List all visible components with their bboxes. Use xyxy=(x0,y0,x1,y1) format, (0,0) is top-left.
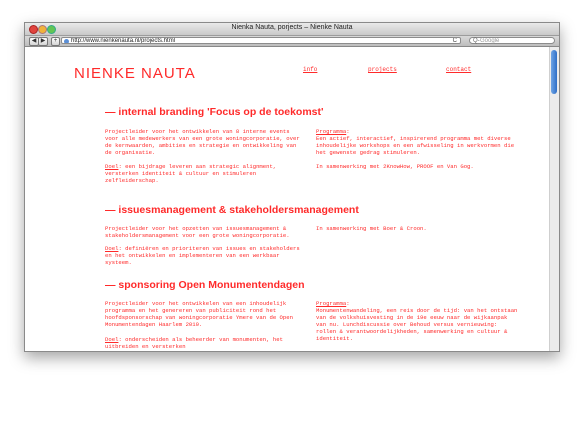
project-description: Projectleider voor het ontwikkelen van 8 interne events voor alle medewerkers van een grote woningcorporatie, over de kernwaarden, ambities en strategie en ontwikkeling van de organisatie. xyxy=(105,128,300,156)
program-colon: : xyxy=(346,128,350,135)
back-button[interactable]: ◀ xyxy=(29,37,39,46)
project-heading: — internal branding 'Focus op de toekomst' xyxy=(105,106,324,118)
page-content xyxy=(25,47,549,351)
program-label: Programma xyxy=(316,300,347,307)
goal-text: : een bijdrage leveren aan strategic alignment, versterken identiteit & cultuur en stimuleren zelfleiderschap. xyxy=(105,163,277,184)
forward-button[interactable]: ▶ xyxy=(38,37,48,46)
project-description: Projectleider voor het ontwikkelen van een inhoudelijk programma en het genereren van publiciteit rond het hoofdsponsorschap van woningcorporatie Ymere van de Open Monumentendagen Haarlem 2010. xyxy=(105,300,293,328)
nav-link-projects[interactable]: projects xyxy=(368,66,397,73)
project-collaboration: In samenwerking met Boer & Croon. xyxy=(316,225,427,232)
globe-icon xyxy=(64,39,69,44)
project-goal xyxy=(105,163,305,184)
nav-link-info[interactable]: info xyxy=(303,66,318,73)
project-description: Projectleider voor het opzetten van issuesmanagement & stakeholdersmanagement voor een grote woningcorporatie. xyxy=(105,225,290,239)
project-collaboration: In samenwerking met 2KnowHow, PROOF en Van Gog. xyxy=(316,163,474,170)
project-goal xyxy=(105,336,305,350)
add-bookmark-button[interactable]: + xyxy=(51,37,60,46)
goal-label: Doel xyxy=(105,336,119,343)
project-heading: — issuesmanagement & stakeholdersmanagement xyxy=(105,204,359,216)
nav-link-contact[interactable]: contact xyxy=(446,66,472,73)
reload-icon[interactable]: C xyxy=(452,38,457,44)
goal-label: Doel xyxy=(105,245,119,252)
goal-text: : onderscheiden als beheerder van monumenten, het uitbreiden en versterken xyxy=(105,336,283,350)
program-text: Monumentenwandeling, een reis door de tijd: van het ontstaan van de volkshuisvesting in de 19e eeuw naar de wijkaanpak van nu. Lunchdiscussie over Behoud versus vernieuwing: rollen & verantwoordelijkheden, samenwerking en cultuur & identiteit. xyxy=(316,307,518,342)
search-input[interactable] xyxy=(469,37,555,44)
search-icon: Q- xyxy=(473,38,480,44)
scrollbar-thumb[interactable] xyxy=(551,50,557,94)
window-title: Nienka Nauta, porjects – Nienke Nauta xyxy=(231,24,353,31)
vertical-scrollbar[interactable] xyxy=(549,47,559,351)
search-placeholder: Google xyxy=(480,38,500,44)
project-program xyxy=(316,300,520,342)
address-text: http://www.nienkenauta.nl/projects.html xyxy=(71,38,176,44)
title-bar xyxy=(25,23,559,36)
browser-toolbar xyxy=(25,36,559,47)
project-heading: — sponsoring Open Monumentendagen xyxy=(105,279,305,291)
goal-label: Doel xyxy=(105,163,119,170)
program-label: Programma xyxy=(316,128,347,135)
program-text: Een actief, interactief, inspirerend programma met diverse inhoudelijke workshops en een afwisseling in werkvormen die het gewenste gedrag stimuleren. xyxy=(316,135,515,156)
address-bar[interactable] xyxy=(61,37,461,44)
project-goal xyxy=(105,245,305,266)
browser-window xyxy=(24,22,560,352)
site-logo[interactable]: NIENKE NAUTA xyxy=(74,65,196,82)
goal-text: : definiëren en prioriteren van issues en stakeholders en het ontwikkelen en implementeren van een werkbaar systeem. xyxy=(105,245,300,266)
project-program xyxy=(316,128,520,156)
program-colon: : xyxy=(346,300,350,307)
